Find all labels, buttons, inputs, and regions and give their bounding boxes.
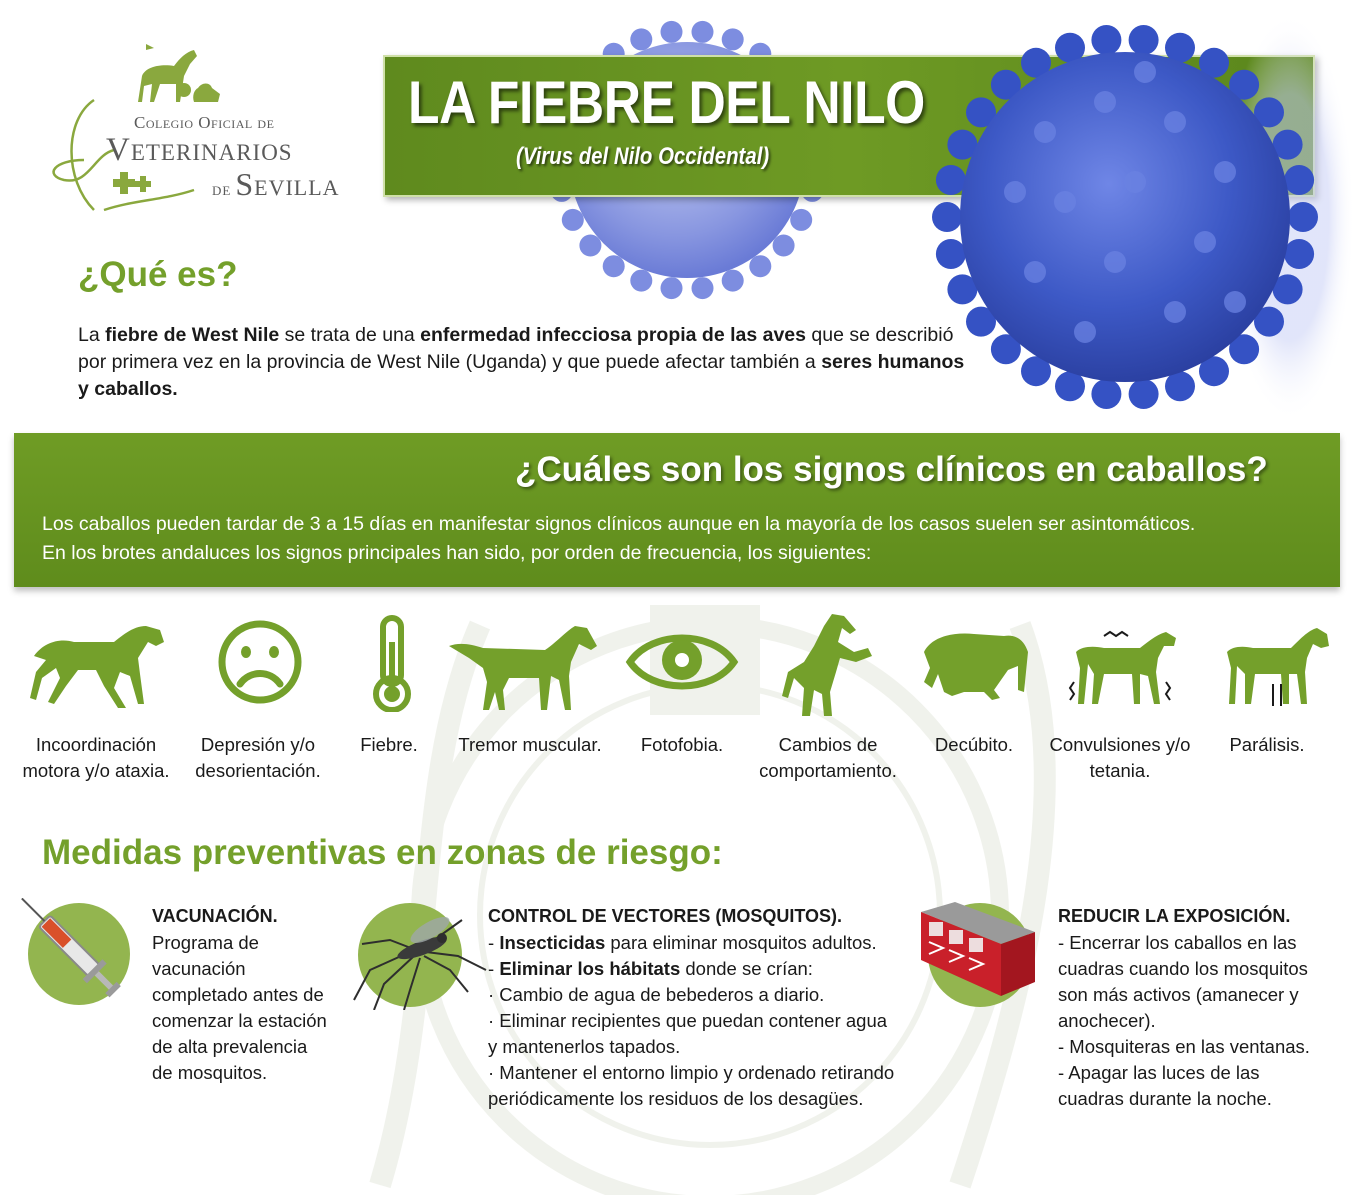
logo-line3 <box>212 166 340 203</box>
logo <box>34 40 364 220</box>
virus-spike <box>722 270 744 292</box>
virus-bump <box>1224 291 1246 313</box>
virus-bump <box>1134 61 1156 83</box>
virus-spike <box>661 21 683 43</box>
mosquito-icon <box>350 900 490 1010</box>
control-text-part: donde se crían: <box>680 958 813 979</box>
virus-bump <box>1024 261 1046 283</box>
virus-spike <box>630 28 652 50</box>
virus-bump <box>1004 181 1026 203</box>
vacunacion-text: Programa de vacunación completado antes de comenzar la estación de alta prevalencia de mosquitos. <box>152 932 327 1083</box>
control-text <box>488 930 898 1112</box>
virus-spike <box>1284 165 1314 195</box>
virus-spike <box>790 209 812 231</box>
reducir-title: REDUCIR LA EXPOSICIÓN. <box>1058 906 1291 926</box>
signs-heading: ¿Cuáles son los signos clínicos en caballos? <box>515 450 1268 489</box>
sign-item-paralisis <box>1192 612 1342 822</box>
control-item-2: - Eliminar los hábitats donde se crían: <box>488 958 813 979</box>
sign-label: Parálisis. <box>1229 734 1305 755</box>
control-item-1: - Insecticidas para eliminar mosquitos adultos. <box>488 932 877 953</box>
virus-spike <box>773 235 795 257</box>
walking-horse-icon <box>445 612 605 712</box>
virus-bump <box>1054 191 1076 213</box>
virus-bump <box>1104 251 1126 273</box>
que-es-bold: seres humanos y caballos. <box>78 351 965 400</box>
eye-icon <box>612 612 752 712</box>
vacunacion-title: VACUNACIÓN. <box>152 906 278 926</box>
stable-icon <box>915 898 1040 1003</box>
syringe-icon <box>20 898 135 1013</box>
que-es-text-part: que se describió por primera vez en la provincia de West Nile (Uganda) y que puede afectar también a <box>78 324 954 373</box>
virus-bump <box>1164 301 1186 323</box>
virus-spike <box>936 165 966 195</box>
sign-item-tremor <box>455 612 605 822</box>
virus-spike <box>1091 25 1121 55</box>
que-es-text-part: La <box>78 324 106 346</box>
control-line-3: · Mantener el entorno limpio y ordenado retirando periódicamente los residuos de los desagües. <box>488 1062 895 1109</box>
medidas-heading: Medidas preventivas en zonas de riesgo: <box>42 833 723 872</box>
sign-item-comportamiento <box>753 612 903 822</box>
virus-spike <box>936 239 966 269</box>
sign-label: Tremor muscular. <box>458 734 602 755</box>
standing-horse-icon <box>1197 612 1337 712</box>
virus-spike <box>1129 25 1159 55</box>
lying-horse-icon <box>904 612 1044 712</box>
virus-spike <box>722 28 744 50</box>
control-title: CONTROL DE VECTORES (MOSQUITOS). <box>488 906 843 926</box>
sign-label: Cambios de comportamiento. <box>759 734 897 781</box>
signs-intro-line2: En los brotes andaluces los signos principales han sido, por orden de frecuencia, los siguientes: <box>42 542 872 564</box>
sign-label: Convulsiones y/o tetania. <box>1049 734 1191 781</box>
sign-label: Fiebre. <box>360 734 418 755</box>
logo-line2: Veterinarios <box>106 132 293 168</box>
page-title: LA FIEBRE DEL NILO <box>408 69 925 136</box>
virus-spike <box>1091 379 1121 409</box>
sign-item-fiebre <box>314 612 464 822</box>
running-horse-icon <box>26 612 166 712</box>
thermometer-icon <box>319 612 459 712</box>
sign-item-decubito <box>899 612 1049 822</box>
virus-spike <box>749 255 771 277</box>
logo-line3-prefix: de <box>212 179 232 200</box>
sign-item-ataxia <box>21 612 171 822</box>
virus-bump <box>1094 91 1116 113</box>
signs-intro-line1: Los caballos pueden tardar de 3 a 15 días en manifestar signos clínicos aunque en la mayoría de los casos suelen ser asintomáticos. <box>42 513 1196 535</box>
que-es-text <box>78 322 978 403</box>
virus-spike <box>603 255 625 277</box>
logo-line1: Colegio Oficial de <box>134 113 275 132</box>
virus-spike <box>692 277 714 299</box>
sign-label: Fotofobia. <box>640 734 724 755</box>
que-es-text-part: se trata de una <box>279 324 421 346</box>
page-subtitle: (Virus del Nilo Occidental) <box>516 143 770 170</box>
sign-item-depresion <box>183 612 333 822</box>
control-bold: Eliminar los hábitats <box>499 958 681 979</box>
que-es-bold: enfermedad infecciosa propia de las aves <box>420 324 807 346</box>
virus-bump <box>1214 161 1236 183</box>
sad-face-icon <box>188 612 328 712</box>
virus-spike <box>932 202 962 232</box>
virus-spike <box>661 277 683 299</box>
virus-bump <box>1124 171 1146 193</box>
virus-spike <box>692 21 714 43</box>
convulsing-horse-icon <box>1050 612 1190 712</box>
reducir-text <box>1058 930 1328 1112</box>
virus-spike <box>562 209 584 231</box>
virus-spike <box>1288 202 1318 232</box>
sign-item-fotofobia <box>607 612 757 822</box>
virus-bump <box>1194 231 1216 253</box>
reducir-line-1: - Encerrar los caballos en las cuadras cuando los mosquitos son más activos (amanecer y anochecer). <box>1058 932 1308 1031</box>
sign-label: Incoordinación motora y/o ataxia. <box>22 734 170 781</box>
signs-intro <box>42 510 1332 568</box>
control-bold: Insecticidas <box>499 932 606 953</box>
que-es-heading: ¿Qué es? <box>78 255 238 294</box>
rearing-horse-icon <box>758 612 898 722</box>
virus-spike <box>630 270 652 292</box>
virus-spike <box>1284 239 1314 269</box>
virus-big-icon <box>925 12 1354 422</box>
sign-label: Decúbito. <box>934 734 1014 755</box>
que-es-bold: fiebre de West Nile <box>105 324 280 346</box>
virus-bump <box>1034 121 1056 143</box>
control-line-1: · Cambio de agua de bebederos a diario. <box>488 984 825 1005</box>
reducir-line-2: - Mosquiteras en las ventanas. <box>1058 1036 1310 1057</box>
virus-bump <box>1074 321 1096 343</box>
sign-item-convulsiones <box>1045 612 1195 822</box>
control-text-part: para eliminar mosquitos adultos. <box>605 932 877 953</box>
virus-bump <box>1164 111 1186 133</box>
reducir-line-3: - Apagar las luces de las cuadras durante la noche. <box>1058 1062 1272 1109</box>
virus-spike <box>1129 379 1159 409</box>
control-line-2: · Eliminar recipientes que puedan contener agua y mantenerlos tapados. <box>488 1010 888 1057</box>
sign-label: Depresión y/o desorientación. <box>195 734 321 781</box>
virus-spike <box>579 235 601 257</box>
logo-line3-text: Sevilla <box>235 166 340 202</box>
